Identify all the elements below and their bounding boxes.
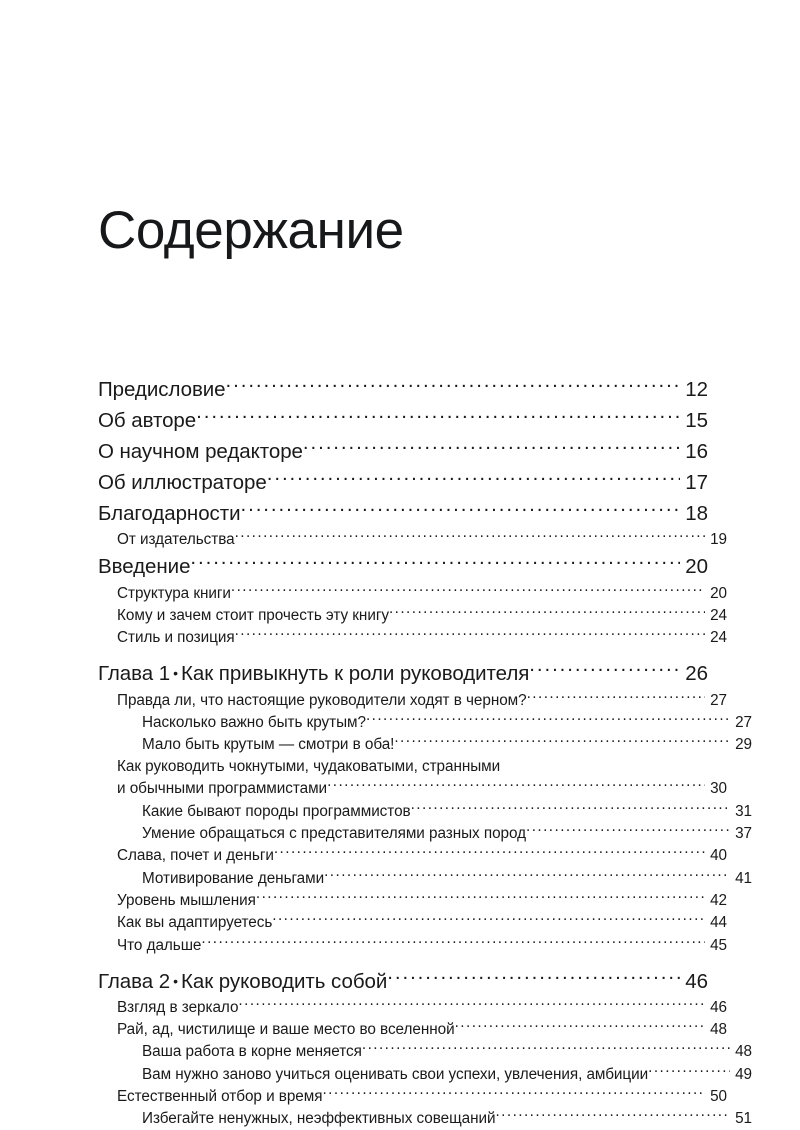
toc-page-number: 20 <box>710 584 727 602</box>
toc-entry[interactable] <box>98 467 708 498</box>
toc-entry[interactable] <box>117 778 727 800</box>
toc-entry-text <box>98 658 529 689</box>
toc-entry[interactable] <box>117 890 727 912</box>
toc-page-number: 12 <box>685 378 708 401</box>
toc-entry[interactable] <box>142 1108 752 1130</box>
chapter-bullet-icon: • <box>173 972 178 989</box>
dot-leader <box>529 660 680 681</box>
toc-entry-text: Мало быть крутым — смотри в оба! <box>142 736 395 754</box>
toc-list <box>98 374 752 1130</box>
dot-leader <box>267 469 680 490</box>
toc-entry-text: Умение обращаться с представителями разных пород <box>142 825 526 843</box>
toc-page-number: 29 <box>735 736 752 754</box>
toc-chapter-entry[interactable] <box>98 966 708 997</box>
dot-leader <box>235 529 705 544</box>
toc-entry[interactable] <box>117 627 727 649</box>
chapter-title: Как руководить собой <box>180 969 388 993</box>
toc-page-number: 24 <box>710 629 727 647</box>
toc-page-number: 17 <box>685 471 708 494</box>
dot-leader <box>387 967 680 988</box>
toc-entry-text: Насколько важно быть крутым? <box>142 713 366 731</box>
toc-page-number: 37 <box>735 825 752 843</box>
toc-page-number: 19 <box>710 531 727 549</box>
toc-page-number: 15 <box>685 409 708 432</box>
toc-page-number: 42 <box>710 891 727 909</box>
toc-page-number: 48 <box>735 1043 752 1061</box>
toc-entry-text: Взгляд в зеркало <box>117 998 239 1016</box>
dot-leader <box>411 800 730 815</box>
toc-entry-text <box>98 966 387 997</box>
toc-page-number: 45 <box>710 936 727 954</box>
dot-leader <box>235 627 705 642</box>
toc-page-number: 48 <box>710 1021 727 1039</box>
toc-entry-text: О научном редакторе <box>98 440 303 463</box>
toc-entry-text: Об иллюстраторе <box>98 471 267 494</box>
dot-leader <box>303 438 680 459</box>
dot-leader <box>648 1063 730 1078</box>
toc-entry-text: Правда ли, что настоящие руководители ходят в черном? <box>117 691 527 709</box>
toc-page-number: 50 <box>710 1088 727 1106</box>
toc-chapter-entry[interactable] <box>98 658 708 689</box>
toc-entry[interactable] <box>142 867 752 889</box>
toc-page-number: 40 <box>710 847 727 865</box>
dot-leader <box>238 997 705 1012</box>
toc-page-number: 44 <box>710 914 727 932</box>
toc-entry-text: Уровень мышления <box>117 891 256 909</box>
toc-page-number: 31 <box>735 802 752 820</box>
dot-leader <box>389 605 705 620</box>
dot-leader <box>274 845 705 860</box>
toc-entry[interactable] <box>98 498 708 529</box>
toc-entry[interactable] <box>117 997 727 1019</box>
toc-page-number: 26 <box>685 662 708 686</box>
toc-page-number: 49 <box>735 1065 752 1083</box>
dot-leader <box>495 1108 730 1123</box>
toc-entry-text: Что дальше <box>117 936 202 954</box>
dot-leader <box>526 823 730 838</box>
dot-leader <box>455 1019 705 1034</box>
toc-entry-text: Структура книги <box>117 584 231 602</box>
toc-entry-text: и обычными программистами <box>117 780 328 798</box>
toc-page-number: 51 <box>735 1110 752 1128</box>
toc-page-number: 46 <box>710 998 727 1016</box>
toc-entry[interactable] <box>117 1019 727 1041</box>
dot-leader <box>241 500 681 521</box>
toc-entry-text: Кому и зачем стоит прочесть эту книгу <box>117 606 389 624</box>
toc-entry-text: Избегайте ненужных, неэффективных совещаний <box>142 1110 496 1128</box>
toc-entry-text: Вам нужно заново учиться оценивать свои успехи, увлечения, амбиции <box>142 1065 649 1083</box>
toc-entry[interactable] <box>117 689 727 711</box>
toc-entry-text: Естественный отбор и время <box>117 1088 323 1106</box>
toc-page-number: 16 <box>685 440 708 463</box>
toc-entry[interactable] <box>117 605 727 627</box>
toc-page-number: 27 <box>735 713 752 731</box>
toc-page-number: 27 <box>710 691 727 709</box>
toc-entry[interactable] <box>117 582 727 604</box>
toc-entry[interactable] <box>117 1086 727 1108</box>
dot-leader <box>366 712 730 727</box>
dot-leader <box>394 734 730 749</box>
toc-page-number: 24 <box>710 606 727 624</box>
dot-leader <box>190 553 680 574</box>
toc-entry[interactable] <box>117 912 727 934</box>
toc-entry[interactable] <box>98 405 708 436</box>
toc-entry-text: Ваша работа в корне меняется <box>142 1043 362 1061</box>
toc-entry[interactable] <box>98 436 708 467</box>
toc-entry-text: Благодарности <box>98 502 241 525</box>
toc-entry-text: Рай, ад, чистилище и ваше место во вселенной <box>117 1021 455 1039</box>
toc-entry-text: От издательства <box>117 531 235 549</box>
toc-entry-text: Слава, почет и деньги <box>117 847 274 865</box>
toc-entry[interactable] <box>142 1063 752 1085</box>
dot-leader <box>327 778 705 793</box>
toc-entry-text: Как вы адаптируетесь <box>117 914 273 932</box>
dot-leader <box>196 407 680 428</box>
toc-entry-text: Введение <box>98 555 191 579</box>
toc-entry[interactable] <box>117 529 727 551</box>
toc-entry[interactable] <box>142 734 752 756</box>
dot-leader <box>322 1086 705 1101</box>
chapter-title: Как привыкнуть к роли руководителя <box>180 662 530 686</box>
toc-entry[interactable] <box>142 712 752 734</box>
chapter-bullet-icon: • <box>173 665 178 682</box>
dot-leader <box>256 890 705 905</box>
dot-leader <box>226 376 680 397</box>
page-title: Содержание <box>98 200 404 260</box>
toc-page-number: 46 <box>685 969 708 993</box>
dot-leader <box>231 582 705 597</box>
dot-leader <box>324 867 730 882</box>
toc-entry-text: Стиль и позиция <box>117 629 235 647</box>
toc-entry[interactable] <box>117 934 727 956</box>
dot-leader <box>362 1041 730 1056</box>
toc-page-number: 30 <box>710 780 727 798</box>
chapter-label: Глава 1 <box>98 662 171 686</box>
toc-page-number: 18 <box>685 502 708 525</box>
toc-page-number: 20 <box>685 555 708 579</box>
chapter-label: Глава 2 <box>98 969 171 993</box>
toc-entry-text: Какие бывают породы программистов <box>142 802 411 820</box>
dot-leader <box>272 912 705 927</box>
dot-leader <box>201 934 705 949</box>
toc-entry-text: Мотивирование деньгами <box>142 869 325 887</box>
toc-entry[interactable] <box>142 800 752 822</box>
toc-entry-text: Предисловие <box>98 378 226 401</box>
toc-entry[interactable] <box>98 551 708 582</box>
toc-entry[interactable] <box>142 1041 752 1063</box>
dot-leader <box>527 689 705 704</box>
toc-entry-text: Об авторе <box>98 409 197 432</box>
toc-entry[interactable] <box>98 374 708 405</box>
toc-entry[interactable] <box>117 845 727 867</box>
toc-entry[interactable] <box>142 823 752 845</box>
toc-entry-wrapped-line: Как руководить чокнутыми, чудаковатыми, странными <box>117 758 501 776</box>
toc-page-number: 41 <box>735 869 752 887</box>
